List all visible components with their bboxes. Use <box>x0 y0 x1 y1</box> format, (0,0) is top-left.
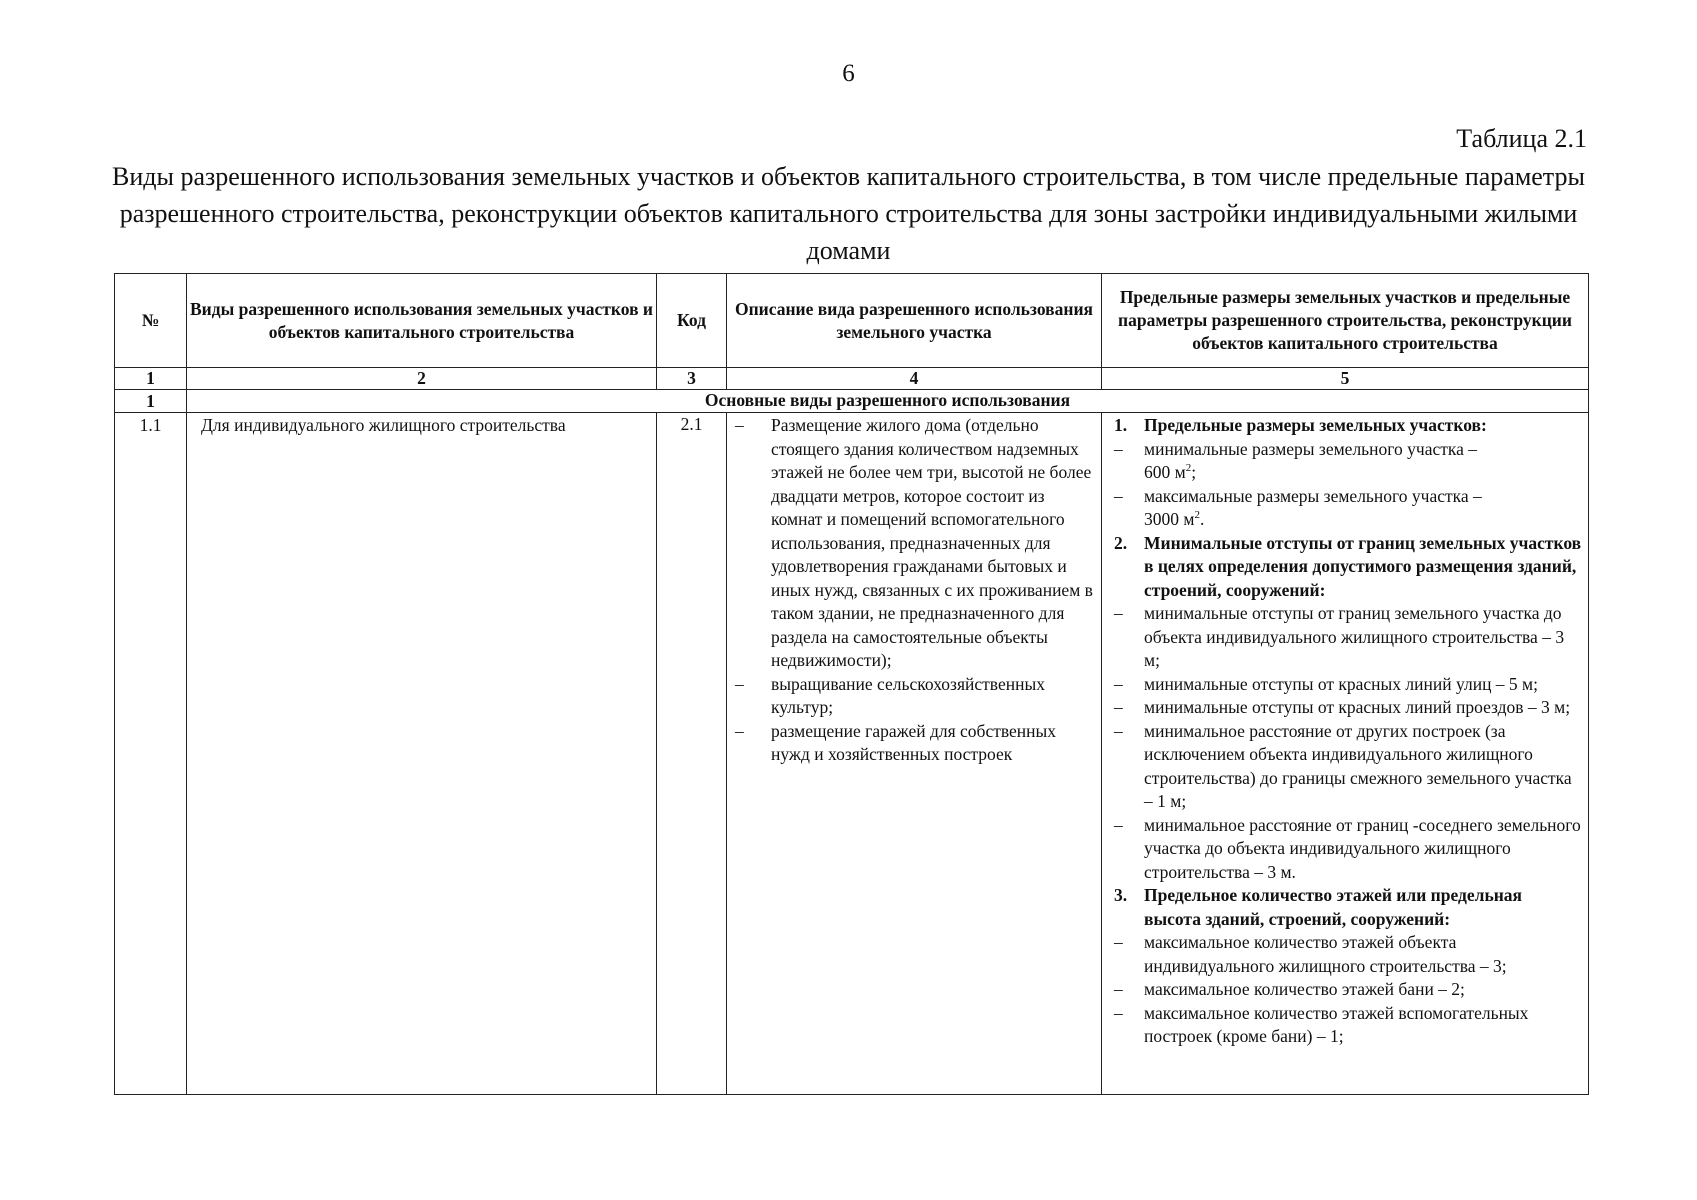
table-row <box>115 413 1589 1095</box>
list-item <box>1114 485 1582 532</box>
column-number: 3 <box>657 368 727 390</box>
parameter-heading <box>1114 532 1582 603</box>
dash-marker: – <box>1114 697 1123 717</box>
list-item <box>1114 720 1582 814</box>
column-number: 2 <box>187 368 657 390</box>
parameter-text: максимальные размеры земельного участка – <box>1144 485 1482 506</box>
parameter-text: минимальные размеры земельного участка – <box>1144 438 1478 459</box>
table-title: Виды разрешенного использования земельных участков и объектов капитального строительства, в том числе предельные параметры разрешенного строительства, реконструкции объектов капитального строительства для зоны застройки индивидуальными жилыми домами <box>112 162 1585 265</box>
list-item <box>1114 602 1582 673</box>
parameter-item: минимальные отступы от границ земельного участка до объекта индивидуального жилищного строительства – 3 м; <box>1144 603 1565 670</box>
list-item <box>735 673 1093 720</box>
dash-marker: – <box>735 720 744 741</box>
row-code: 2.1 <box>657 413 727 1095</box>
list-item <box>1114 1002 1582 1049</box>
dash-marker: – <box>1114 673 1123 694</box>
list-item <box>735 720 1093 767</box>
heading-text: Минимальные отступы от границ земельных участков в целях определения допустимого размещения зданий, строений, сооружений: <box>1144 532 1582 600</box>
row-use-type: Для индивидуального жилищного строительства <box>187 413 657 1095</box>
list-item <box>1114 814 1582 885</box>
dash-marker: – <box>1114 979 1123 999</box>
dash-marker: – <box>1114 603 1123 623</box>
description-item: Размещение жилого дома (отдельно стоящего здания количеством надземных этажей не более чем три, высотой не более двадцати метров, которое состоит из комнат и помещений вспомогательного использования, предназначенных для удовлетворения гражданами бытовых и иных нужд, связанных с их проживанием в таком здании, не предназначенного для раздела на самостоятельные объекты недвижимости); <box>771 415 1093 670</box>
description-item: выращивание сельскохозяйственных культур; <box>771 673 1045 717</box>
parameter-item: минимальное расстояние от границ -соседнего земельного участка до объекта индивидуального жилищного строительства – 3 м. <box>1144 814 1581 882</box>
header-row <box>115 274 1589 368</box>
parameter-heading <box>1114 414 1582 438</box>
column-number: 4 <box>727 368 1102 390</box>
column-number: 5 <box>1102 368 1589 390</box>
dash-marker: – <box>1114 932 1123 952</box>
parameter-item: максимальное количество этажей бани – 2; <box>1144 979 1465 999</box>
parameter-heading <box>1114 884 1582 931</box>
section-row <box>115 390 1589 413</box>
header-description: Описание вида разрешенного использования земельного участка <box>727 274 1102 368</box>
heading-number: 2. <box>1114 532 1128 553</box>
section-title: Основные виды разрешенного использования <box>187 390 1589 413</box>
parameter-item: максимальное количество этажей объекта индивидуального жилищного строительства – 3; <box>1144 932 1507 976</box>
parameter-item: минимальные отступы от красных линий улиц – 5 м; <box>1144 673 1538 694</box>
parameter-item <box>1144 485 1582 532</box>
section-number: 1 <box>115 390 187 413</box>
dash-marker: – <box>735 415 744 435</box>
punctuation: . <box>1199 509 1205 529</box>
row-parameters <box>1102 413 1589 1095</box>
heading-number: 3. <box>1114 885 1128 905</box>
punctuation: ; <box>1191 462 1197 482</box>
permitted-use-table <box>114 273 1589 1095</box>
dash-marker: – <box>1114 720 1123 741</box>
dash-marker: – <box>1114 1002 1123 1023</box>
heading-number: 1. <box>1114 415 1128 435</box>
description-item: размещение гаражей для собственных нужд и хозяйственных построек <box>771 720 1057 764</box>
list-item <box>1114 673 1582 697</box>
list-item <box>1114 438 1582 485</box>
column-number: 1 <box>115 368 187 390</box>
list-item <box>1114 978 1582 1002</box>
list-item <box>1114 931 1582 978</box>
dash-marker: – <box>1114 814 1123 835</box>
parameter-item: минимальное расстояние от других построек (за исключением объекта индивидуального жилищного строительства) до границы смежного земельного участка – 1 м; <box>1144 720 1572 811</box>
header-parameters: Предельные размеры земельных участков и предельные параметры разрешенного строительства, реконструкции объектов капитального строительства <box>1102 274 1589 368</box>
dash-marker: – <box>1114 438 1123 459</box>
header-number: № <box>115 274 187 368</box>
parameter-value: 3000 м <box>1144 509 1195 529</box>
page-number: 6 <box>842 60 855 87</box>
heading-text: Предельные размеры земельных участков: <box>1144 415 1487 435</box>
superscript: 2 <box>1194 509 1200 522</box>
parameter-item <box>1144 438 1582 485</box>
dash-marker: – <box>1114 485 1123 506</box>
list-item <box>735 414 1093 673</box>
header-use-type: Виды разрешенного использования земельных участков и объектов капитального строительства <box>187 274 657 368</box>
parameter-value: 600 м <box>1144 462 1186 482</box>
list-item <box>1114 696 1582 720</box>
column-number-row <box>115 368 1589 390</box>
header-code: Код <box>657 274 727 368</box>
table-label: Таблица 2.1 <box>1456 124 1587 153</box>
superscript: 2 <box>1185 462 1192 475</box>
row-description <box>727 413 1102 1095</box>
heading-text: Предельное количество этажей или предельная высота зданий, строений, сооружений: <box>1144 885 1523 929</box>
row-number: 1.1 <box>115 413 187 1095</box>
parameter-item: минимальные отступы от красных линий проездов – 3 м; <box>1144 697 1571 717</box>
parameter-item: максимальное количество этажей вспомогательных построек (кроме бани) – 1; <box>1144 1002 1529 1046</box>
dash-marker: – <box>735 673 744 694</box>
